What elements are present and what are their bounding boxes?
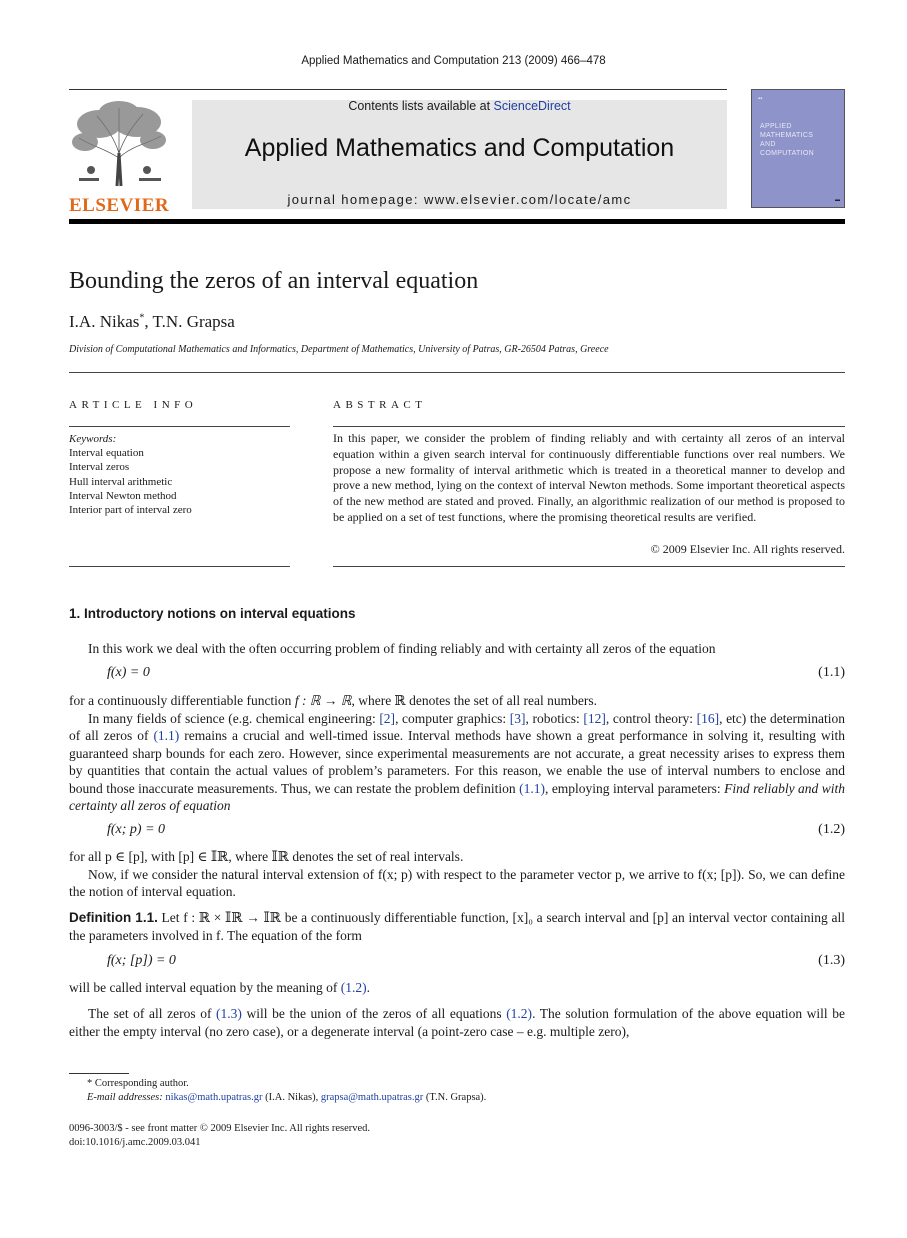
email-note	[69, 1091, 486, 1105]
keyword: Interior part of interval zero	[69, 504, 192, 517]
body-paragraph	[69, 692, 845, 815]
author-list	[69, 312, 235, 332]
keywords-label: Keywords:	[69, 433, 117, 445]
cover-title	[760, 122, 814, 158]
cover-title-line: MATHEMATICS	[760, 132, 814, 139]
text-run: The set of all zeros of	[88, 1006, 217, 1021]
cover-title-line: COMPUTATION	[760, 150, 814, 157]
text-run: , where ℝ denotes the set of all real numbers.	[351, 693, 597, 708]
definition	[69, 909, 845, 944]
text-run: Now, if we consider the natural interval extension of f(x; p) with respect to the parameter vector p, we arrive to f(x; [p]). So, we can define the notion of interval equation.	[69, 866, 845, 899]
contents-line	[192, 99, 727, 113]
section-heading: 1. Introductory notions on interval equations	[69, 606, 356, 621]
footnote-rule	[69, 1073, 129, 1074]
corresponding-author-note: * Corresponding author.	[87, 1078, 189, 1089]
article-title: Bounding the zeros of an interval equation	[69, 268, 479, 294]
body-paragraph	[69, 979, 845, 997]
article-info-rule	[69, 426, 290, 427]
equation-number: (1.2)	[818, 822, 845, 837]
email-owner: (I.A. Nikas),	[262, 1092, 321, 1103]
math-inline: f : ℝ → ℝ	[294, 693, 352, 708]
keyword: Interval zeros	[69, 461, 130, 474]
equation-number: (1.1)	[818, 665, 845, 680]
email-label: E-mail addresses:	[87, 1092, 166, 1103]
citation-link[interactable]: [16]	[696, 710, 720, 726]
citation-link[interactable]: [2]	[379, 710, 396, 726]
body-paragraph	[69, 848, 845, 901]
text-run: , robotics:	[525, 710, 584, 726]
abstract-heading: ABSTRACT	[333, 399, 427, 411]
text-run: .	[366, 980, 371, 995]
cover-title-line: AND	[760, 141, 776, 148]
equation: f(x) = 0	[107, 665, 150, 680]
equation-link[interactable]: (1.1)	[153, 728, 180, 743]
text-run: , computer graphics:	[395, 710, 510, 726]
text-run: for a continuously differentiable function	[69, 693, 295, 708]
body-paragraph	[69, 1005, 845, 1040]
email-link[interactable]: grapsa@math.upatras.gr	[320, 1092, 424, 1103]
keyword: Interval Newton method	[69, 489, 177, 502]
text-run: for all p ∈ [p], with [p] ∈ 𝕀ℝ, where 𝕀ℝ denotes the set of real intervals.	[69, 849, 464, 864]
header-thick-rule	[69, 219, 845, 224]
email-owner: (T.N. Grapsa).	[423, 1092, 487, 1103]
keyword: Hull interval arithmetic	[69, 475, 173, 488]
keyword: Interval equation	[69, 447, 144, 460]
citation-link[interactable]: [3]	[509, 710, 526, 726]
contents-prefix: Contents lists available at	[348, 99, 494, 113]
definition-label: Definition 1.1.	[69, 910, 158, 925]
abstract-rule	[333, 426, 845, 427]
definition-text: Let f : ℝ × 𝕀ℝ → 𝕀ℝ be a continuously differentiable function, [x]₀ a search interval and [p] an interval vector containing all the parameters involved in f. The equation of the form	[69, 910, 845, 943]
text-run: In many fields of science (e.g. chemical engineering:	[88, 710, 380, 726]
corresponding-author-mark[interactable]: *	[139, 312, 145, 324]
cover-title-line: APPLIED	[760, 123, 792, 130]
text-run: Find reliably and with certainty all zeros of equation	[69, 780, 845, 813]
abstract-text: In this paper, we consider the problem of finding reliably and with certainty all zeros of an interval equation within a given search interval for continuously differentiable functions over real numbers. We propose a new formality of interval arithmetic which is treated in a theoretical manner to develop and prove a new method, lying on the context of interval Newton methods. Some important theoretical aspects of the new method are stated and proved. Finally, an algorithmic realization of our method is proposed to be applied on a set of test functions, where the promising theoretical results are verified.	[333, 431, 845, 524]
text-run: . The solution formulation of the above equation will be either the empty interval (no zero case), or a degenerate interval (a point-zero case – e.g. multiple zero),	[69, 1006, 846, 1039]
journal-cover-image	[751, 89, 845, 208]
abstract-copyright: © 2009 Elsevier Inc. All rights reserved.	[650, 542, 845, 556]
text-run: , employing interval parameters:	[544, 780, 725, 796]
cover-publisher-mark-icon: ▬	[835, 198, 840, 203]
elsevier-tree-icon	[69, 98, 169, 188]
citation-link[interactable]: [12]	[583, 710, 606, 726]
footnotes	[69, 1077, 486, 1105]
equation-link[interactable]: (1.2)	[340, 980, 367, 995]
header-rule	[69, 89, 727, 90]
text-run: will be called interval equation by the meaning of	[69, 980, 341, 995]
equation-link[interactable]: (1.3)	[216, 1006, 242, 1021]
text-run: , etc) the determination of all zeros of	[69, 710, 845, 743]
sciencedirect-link[interactable]: ScienceDirect	[493, 99, 571, 113]
equation: f(x; p) = 0	[107, 822, 166, 837]
front-matter	[69, 1122, 370, 1150]
journal-reference: Applied Mathematics and Computation 213 (2009) 466–478	[301, 55, 606, 67]
doi-line[interactable]: doi:10.1016/j.amc.2009.03.041	[69, 1137, 201, 1148]
author-name[interactable]: I.A. Nikas	[69, 312, 140, 331]
author-affiliation: Division of Computational Mathematics and Informatics, Department of Mathematics, University of Patras, GR-26504 Patras, Greece	[69, 344, 609, 355]
journal-title: Applied Mathematics and Computation	[244, 134, 675, 162]
author-name[interactable]: , T.N. Grapsa	[144, 312, 235, 331]
journal-homepage[interactable]: journal homepage: www.elsevier.com/locate/amc	[287, 192, 632, 207]
equation-link[interactable]: (1.2)	[506, 1006, 533, 1021]
article-info-heading: ARTICLE INFO	[69, 399, 198, 411]
publisher-logo	[69, 98, 170, 216]
text-run: will be the union of the zeros of all equations	[241, 1006, 507, 1021]
equation: f(x; [p]) = 0	[107, 953, 176, 968]
equation-number: (1.3)	[818, 953, 845, 968]
email-link[interactable]: nikas@math.upatras.gr	[165, 1092, 263, 1103]
cover-logo-icon: ▪▪	[758, 96, 763, 102]
equation-link[interactable]: (1.1)	[519, 780, 545, 796]
issn-line: 0096-3003/$ - see front matter © 2009 Elsevier Inc. All rights reserved.	[69, 1123, 371, 1134]
keywords-block	[69, 432, 192, 517]
body-paragraph: In this work we deal with the often occurring problem of finding reliably and with certainty all zeros of the equation	[88, 641, 716, 656]
abstract-rule	[333, 566, 845, 567]
text-run: remains a crucial and well-timed issue. Interval methods have shown a great performance in solving it, resulting with guaranteed sharp bounds for each zero. However, since experimental measurements are not accurate, a great necessity arises to express them by quantities that contain the actual values of problem’s parameters. For this reason, we enable the use of interval numbers to enclose and bound those inaccurate measurements. Thus, we can restate the problem definition	[69, 728, 845, 796]
article-info-rule	[69, 566, 290, 567]
publisher-wordmark: ELSEVIER	[69, 195, 170, 216]
text-run: , control theory:	[605, 710, 697, 726]
title-rule	[69, 372, 845, 373]
